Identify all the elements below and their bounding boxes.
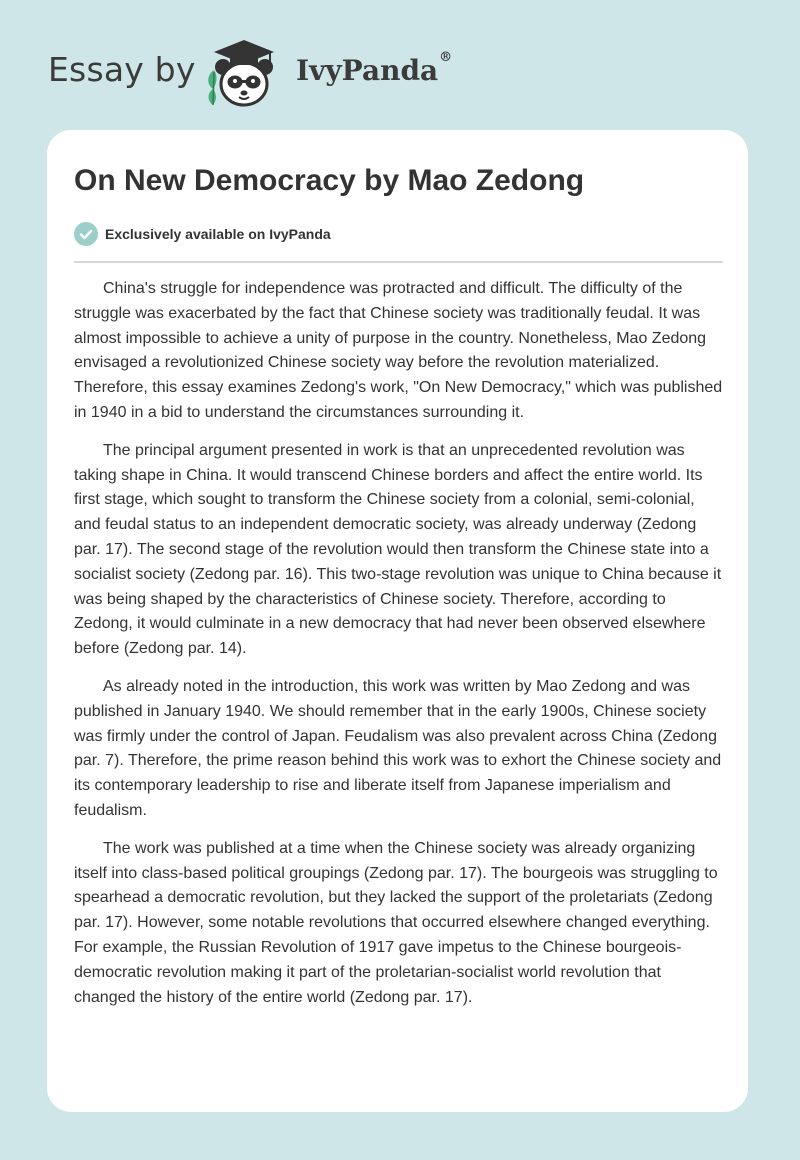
panda-graduate-icon[interactable] bbox=[200, 34, 288, 110]
site-header bbox=[0, 0, 800, 120]
brand-name[interactable] bbox=[296, 50, 453, 87]
paragraph: As already noted in the introduction, this work was written by Mao Zedong and was published in January 1940. We should remember that in the early 1900s, Chinese society was firmly under the control of Japan. Feudalism was also prevalent across China (Zedong par. 7). Therefore, the prime reason behind this work was to exhort the Chinese society and its contemporary leadership to rise and liberate itself from Japanese imperialism and feudalism. bbox=[74, 677, 722, 819]
title-divider bbox=[74, 261, 723, 263]
brand-prefix: Essay by bbox=[48, 50, 196, 89]
registered-mark: ® bbox=[439, 50, 453, 65]
exclusive-badge-label: Exclusively available on IvyPanda bbox=[105, 226, 331, 242]
page-title: On New Democracy by Mao Zedong bbox=[74, 164, 585, 197]
brand-name-text: IvyPanda bbox=[296, 54, 439, 87]
check-circle-icon bbox=[74, 222, 98, 246]
paragraph: The work was published at a time when the Chinese society was already organizing itself into class-based political groupings (Zedong par. 17). The bourgeois was struggling to spearhead a democratic revolution, but they lacked the support of the proletariats (Zedong par. 17). However, some notable revolutions that occurred elsewhere changed everything. For example, the Russian Revolution of 1917 gave impetus to the Chinese bourgeois-democratic revolution making it part of the proletarian-socialist world revolution that changed the history of the entire world (Zedong par. 17). bbox=[74, 839, 718, 1006]
essay-card bbox=[47, 130, 748, 1112]
paragraph: China's struggle for independence was protracted and difficult. The difficulty of the struggle was exacerbated by the fact that Chinese society was traditionally feudal. It was almost impossible to achieve a unity of purpose in the country. Nonetheless, Mao Zedong envisaged a revolutionized Chinese society way before the revolution materialized. Therefore, this essay examines Zedong's work, "On New Democracy," which was published in 1940 in a bid to understand the circumstances surrounding it. bbox=[74, 280, 723, 421]
paragraph: The principal argument presented in work is that an unprecedented revolution was taking shape in China. It would transcend Chinese borders and affect the entire world. Its first stage, which sought to transform the Chinese society from a colonial, semi-colonial, and feudal status to an independent democratic society, was already underway (Zedong par. 17). The second stage of the revolution would then transform the Chinese state into a socialist society (Zedong par. 16). This two-stage revolution was unique to China because it was being shaped by the characteristics of Chinese society. Therefore, according to Zedong, it would culminate in a new democracy that had never been observed elsewhere before (Zedong par. 14). bbox=[74, 441, 722, 658]
essay-body bbox=[74, 277, 724, 1023]
exclusive-badge bbox=[74, 222, 331, 246]
